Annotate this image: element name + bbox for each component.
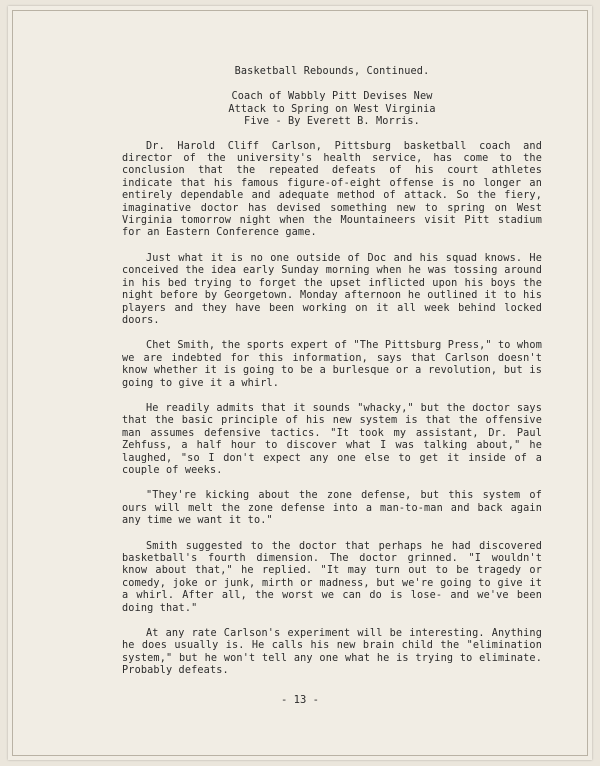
subheading-line: Attack to Spring on West Virginia bbox=[228, 103, 436, 115]
article-heading: Basketball Rebounds, Continued. bbox=[234, 66, 430, 77]
article-paragraph: "They're kicking about the zone defense, but this system of ours will melt the zone defense into a man-to-man and back again any time we want it to." bbox=[122, 490, 542, 527]
article-paragraph: Smith suggested to the doctor that perhaps he had discovered basketball's fourth dimension. The doctor grinned. "I wouldn't know about that," he replied. "It may turn out to be tragedy or comedy, joke or junk, mirth or madness, but we're going to give it a whirl. After all, the worst we can do is lose- and we've been doing that." bbox=[122, 540, 542, 614]
article-paragraph: Just what it is no one outside of Doc and his squad knows. He conceived the idea early Sunday morning when he was tossing around in his bed trying to forget the upset inflicted upon his boys the night before by Georgetown. Monday afternoon he outlined it to his players and they have been working on it all week behind locked doors. bbox=[122, 252, 542, 326]
article-paragraph: He readily admits that it sounds "whacky," but the doctor says that the basic principle of his new system is that the offensive man assumes defensive tactics. "It took my assistant, Dr. Paul Zehfuss, a half hour to discover what I was talking about," he laughed, "so I don't expect any one else to get it inside of a couple of weeks. bbox=[122, 402, 542, 476]
subheading-line: Coach of Wabbly Pitt Devises New bbox=[231, 91, 433, 103]
page-number: - 13 - bbox=[281, 694, 319, 706]
article-paragraph: At any rate Carlson's experiment will be interesting. Anything he does usually is. He calls his new brain child the "elimination system," but he won't tell any one what he is trying to eliminate. Probably defeats. bbox=[122, 628, 542, 677]
article-paragraph: Chet Smith, the sports expert of "The Pittsburg Press," to whom we are indebted for this information, says that Carlson doesn't know whether it is going to be a burlesque or a revolution, but is going to give it a whirl. bbox=[122, 340, 542, 389]
article-subheading bbox=[122, 91, 542, 128]
subheading-line: Five - By Everett B. Morris. bbox=[244, 116, 420, 128]
article-paragraph: Dr. Harold Cliff Carlson, Pittsburg basketball coach and director of the university's health service, has come to the conclusion that the repeated defeats of his court athletes indicate that his famous figure-of-eight offense is no longer an entirely dependable and adequate method of attack. So the fiery, imaginative doctor has devised something new to spring on West Virginia tomorrow night when the Mountaineers visit Pitt stadium for an Eastern Conference game. bbox=[122, 140, 542, 239]
typewritten-article bbox=[122, 66, 542, 678]
